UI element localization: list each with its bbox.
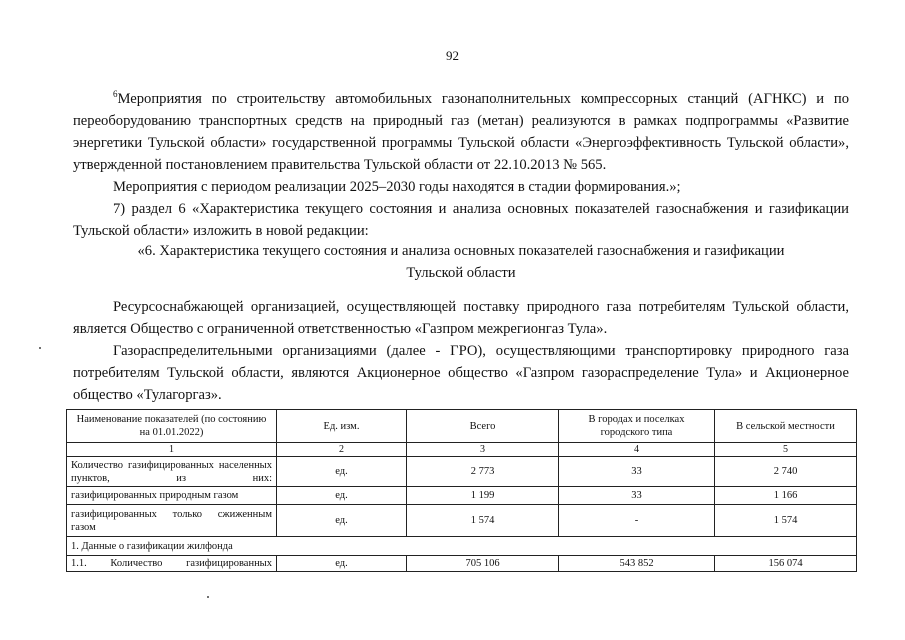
scan-speck [39,347,41,349]
paragraph-gro: Газораспределительными организациями (далее - ГРО), осуществляющими транспортировку природного газа потребителям Тульской области, являются Акционерное общество «Газпром газораспределение Тула» и Акционерное общество «Тулагоргаз». [73,343,849,403]
row-urban: 543 852 [559,556,715,572]
header-indicator: Наименование показателей (по состоянию на 01.01.2022) [67,410,277,443]
table-row [67,457,857,487]
section-row [67,537,857,556]
row-unit: ед. [277,556,407,572]
page-number: 92 [446,48,459,63]
table-row [67,505,857,537]
paragraph-item7: 7) раздел 6 «Характеристика текущего состояния и анализа основных показателей газоснабжения и газификации Тульской области» изложить в новой редакции: [73,201,849,239]
table-row [67,556,857,572]
column-number: 5 [715,443,857,457]
row-total: 705 106 [407,556,559,572]
header-total: Всего [407,410,559,443]
row-rural: 1 574 [715,505,857,537]
header-urban: В городах и поселках городского типа [559,410,715,443]
row-total: 2 773 [407,457,559,487]
row-urban: 33 [559,487,715,505]
row-name: газифицированных только сжиженным газом [67,505,277,537]
row-urban: 33 [559,457,715,487]
column-number-row [67,443,857,457]
section-1-label: 1. Данные о газификации жилфонда [67,537,857,556]
header-rural: В сельской местности [715,410,857,443]
column-number: 1 [67,443,277,457]
row-unit: ед. [277,487,407,505]
footnote-text: Мероприятия по строительству автомобильных газонаполнительных компрессорных станций (АГНКС) и по переоборудованию транспортных средств на природный газ (метан) реализуются в рамках подпрограммы «Развитие энергетики Тульской области» государственной программы Тульской области «Энергоэффективность Тульской области», утвержденной постановлением правительства Тульской области от 22.10.2013 № 565. [73,91,849,173]
row-unit: ед. [277,457,407,487]
row-name: Количество газифицированных населенных пунктов, из них: [67,457,277,487]
column-number: 2 [277,443,407,457]
footnote-paragraph [73,88,849,176]
paragraph-supplier: Ресурсоснабжающей организацией, осуществляющей поставку природного газа потребителям Тульской области, является Общество с ограниченной ответственностью «Газпром межрегионгаз Тула». [73,299,849,337]
row-total: 1 199 [407,487,559,505]
column-number: 4 [559,443,715,457]
row-rural: 2 740 [715,457,857,487]
row-name: газифицированных природным газом [67,487,277,505]
column-number: 3 [407,443,559,457]
table-header-row [67,410,857,443]
gasification-table [66,409,857,572]
section-heading-line1: «6. Характеристика текущего состояния и анализа основных показателей газоснабжения и газификации [137,243,785,259]
section-heading [73,240,849,284]
row-rural: 1 166 [715,487,857,505]
row-total: 1 574 [407,505,559,537]
row-name: 1.1. Количество газифицированных [67,556,277,572]
scan-speck [207,596,209,598]
row-unit: ед. [277,505,407,537]
header-unit: Ед. изм. [277,410,407,443]
row-urban: - [559,505,715,537]
table-row [67,487,857,505]
footnote-marker: 6 [113,89,118,99]
row-rural: 156 074 [715,556,857,572]
section-heading-line2: Тульской области [406,265,516,281]
paragraph-period: Мероприятия с периодом реализации 2025–2030 годы находятся в стадии формирования.»; [113,179,681,195]
